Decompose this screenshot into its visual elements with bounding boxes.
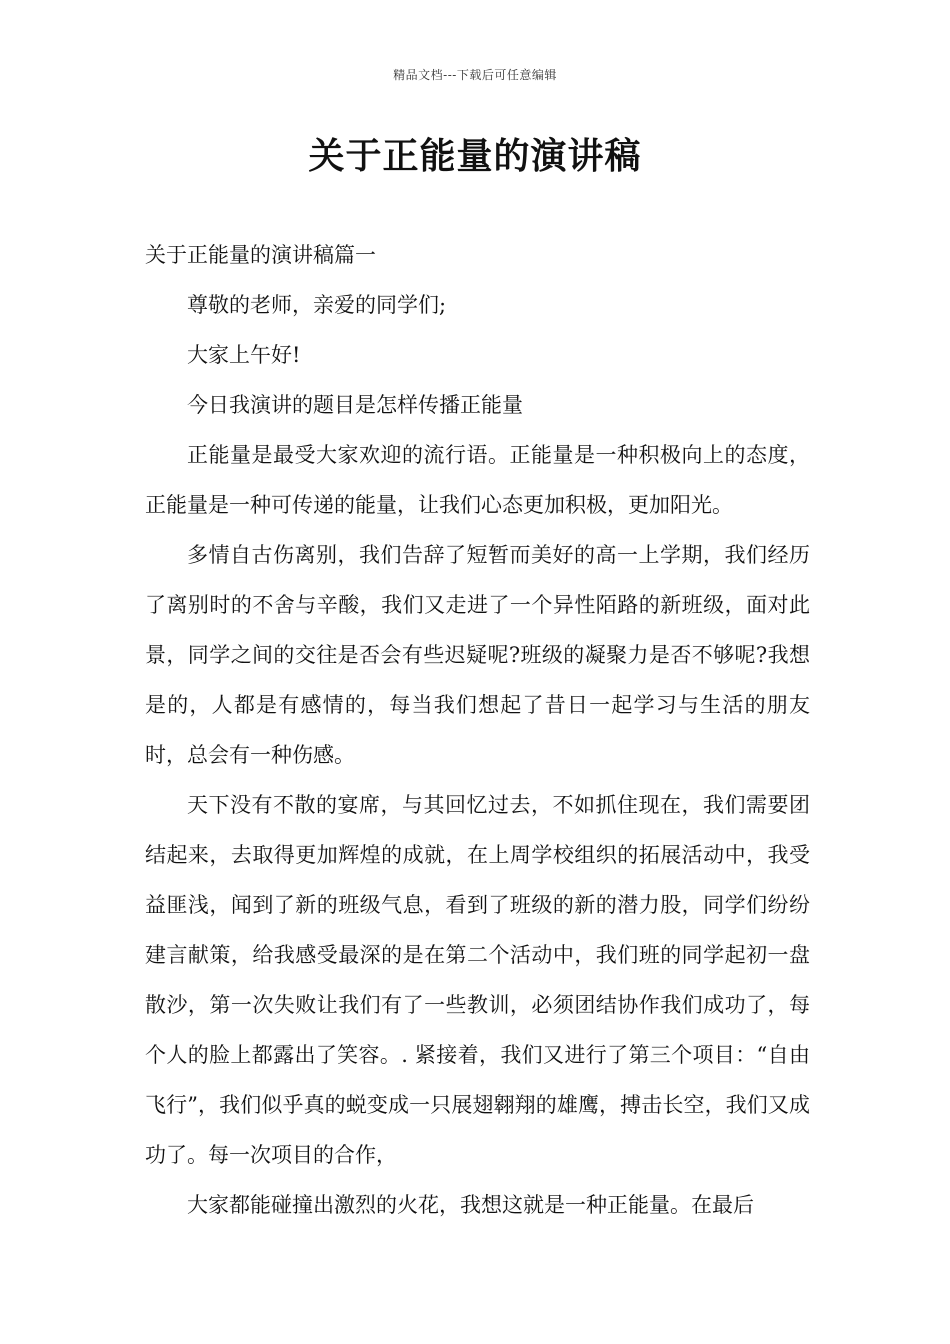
document-title: 关于正能量的演讲稿 (308, 136, 642, 177)
body-paragraph: 正能量是最受大家欢迎的流行语。正能量是一种积极向上的态度，正能量是一种可传递的能量，让我们心态更加积极，更加阳光。 (145, 443, 810, 517)
speech-topic: 今日我演讲的题目是怎样传播正能量 (187, 393, 523, 417)
body-paragraph: 大家都能碰撞出激烈的火花，我想这就是一种正能量。在最后 (187, 1193, 754, 1217)
section-heading: 关于正能量的演讲稿篇一 (145, 243, 376, 267)
greeting: 大家上午好! (187, 343, 301, 367)
document-body (145, 230, 810, 1230)
salutation: 尊敬的老师，亲爱的同学们; (187, 293, 447, 317)
header-note: 精品文档---下载后可任意编辑 (393, 68, 557, 82)
body-paragraph: 天下没有不散的宴席，与其回忆过去，不如抓住现在，我们需要团结起来，去取得更加辉煌的成就，在上周学校组织的拓展活动中，我受益匪浅，闻到了新的班级气息，看到了班级的新的潜力股，同学们纷纷建言献策，给我感受最深的是在第二个活动中，我们班的同学起初一盘散沙，第一次失败让我们有了一些教训，必须团结协作我们成功了，每个人的脸上都露出了笑容。. 紧接着，我们又进行了第三个项目：“自由飞行”，我们似乎真的蜕变成一只展翅翱翔的雄鹰，搏击长空，我们又成功了。每一次项目的合作， (145, 793, 810, 1167)
body-paragraph: 多情自古伤离别，我们告辞了短暂而美好的高一上学期，我们经历了离别时的不舍与辛酸，我们又走进了一个异性陌路的新班级，面对此景，同学之间的交往是否会有些迟疑呢?班级的凝聚力是否不够呢?我想是的，人都是有感情的，每当我们想起了昔日一起学习与生活的朋友时，总会有一种伤感。 (145, 543, 810, 767)
